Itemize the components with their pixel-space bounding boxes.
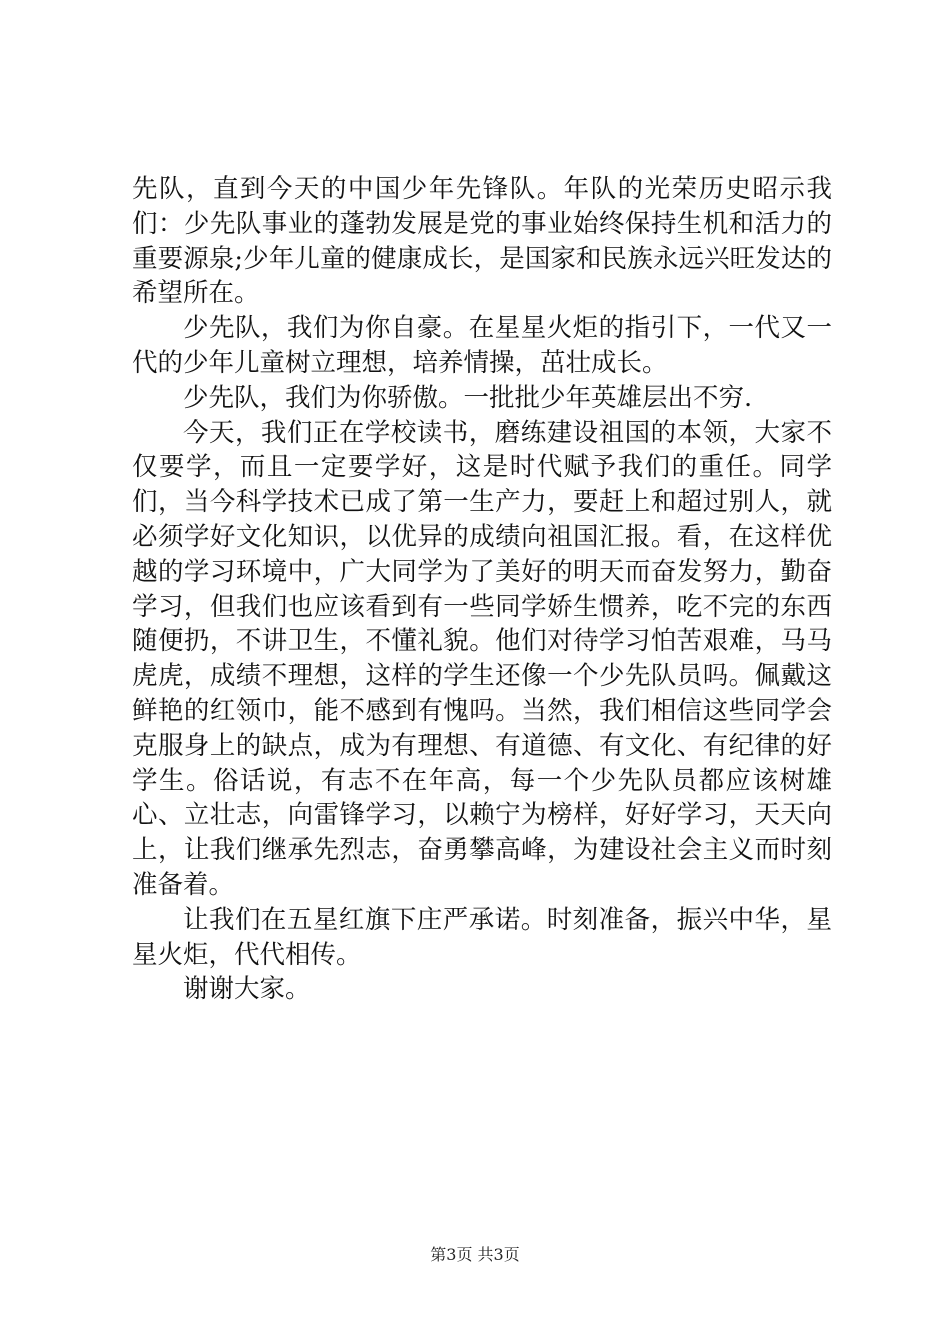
paragraph-1: 先队，直到今天的中国少年先锋队。年队的光荣历史昭示我们：少先队事业的蓬勃发展是党的事业始终保持生机和活力的重要源泉;少年儿童的健康成长，是国家和民族永远兴旺发达的希望所在。 xyxy=(132,174,832,309)
document-body xyxy=(132,172,832,1007)
paragraph-3: 少先队，我们为你骄傲。一批批少年英雄层出不穷. xyxy=(183,382,753,413)
paragraph-4: 今天，我们正在学校读书，磨练建设祖国的本领，大家不仅要学，而且一定要学好，这是时代赋予我们的重任。同学们，当今科学技术已成了第一生产力，要赶上和超过别人，就必须学好文化知识，以优异的成绩向祖国汇报。看，在这样优越的学习环境中，广大同学为了美好的明天而奋发努力，勤奋学习，但我们也应该看到有一些同学娇生惯养，吃不完的东西随便扔，不讲卫生，不懂礼貌。他们对待学习怕苦艰难，马马虎虎，成绩不理想，这样的学生还像一个少先队员吗。佩戴这鲜艳的红领巾，能不感到有愧吗。当然，我们相信这些同学会克服身上的缺点，成为有理想、有道德、有文化、有纪律的好学生。俗话说，有志不在年高，每一个少先队员都应该树雄心、立壮志，向雷锋学习，以赖宁为榜样，好好学习，天天向上，让我们继承先烈志，奋勇攀高峰，为建设社会主义而时刻准备着。 xyxy=(132,417,832,900)
page-number-footer: 第3页 共3页 xyxy=(430,1245,520,1264)
paragraph-5: 让我们在五星红旗下庄严承诺。时刻准备，振兴中华，星星火炬，代代相传。 xyxy=(132,904,832,970)
paragraph-2: 少先队，我们为你自豪。在星星火炬的指引下，一代又一代的少年儿童树立理想，培养情操，茁壮成长。 xyxy=(132,313,832,378)
paragraph-6: 谢谢大家。 xyxy=(183,974,311,1005)
